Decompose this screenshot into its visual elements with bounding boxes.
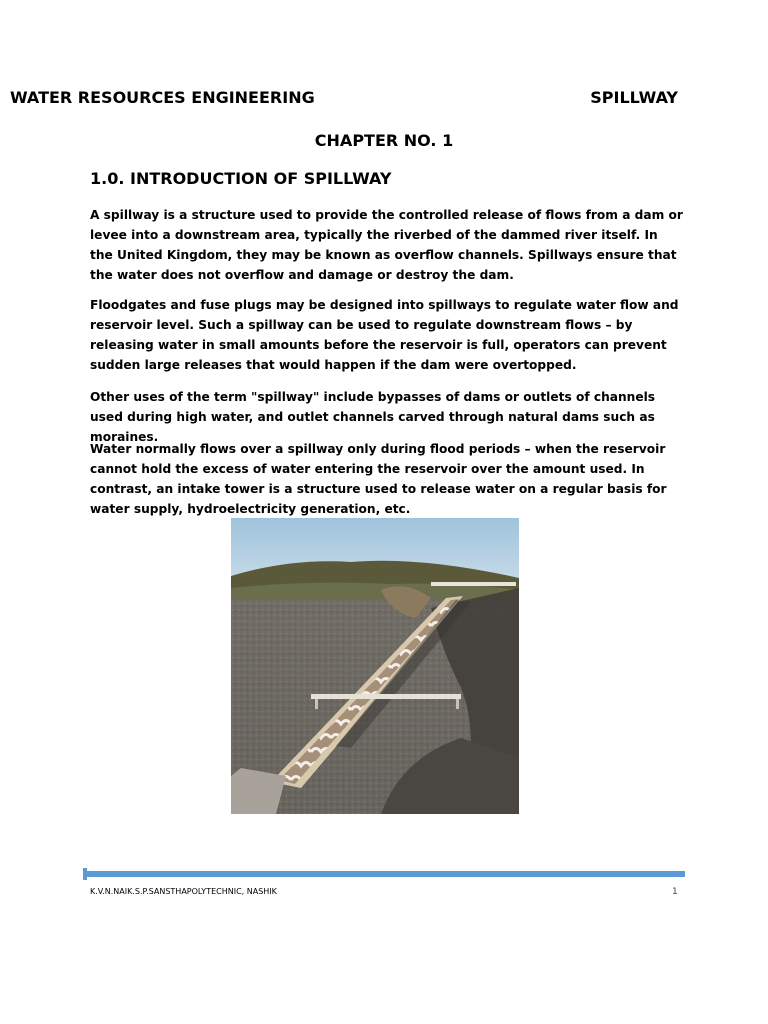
- paragraph-2: Floodgates and fuse plugs may be designed into spillways to regulate water flow and reservoir level. Such a spillway can be used to regulate downstream flows – by releasing water in small amounts before the reservoir is full, operators can prevent sudden large releases that would happen if the dam were overtopped.: [90, 298, 679, 372]
- header-right-title: SPILLWAY: [590, 88, 678, 107]
- header-left-title: WATER RESOURCES ENGINEERING: [10, 88, 315, 107]
- chapter-heading: CHAPTER NO. 1: [314, 131, 454, 150]
- spillway-photo: [231, 518, 519, 814]
- section-title: 1.0. INTRODUCTION OF SPILLWAY: [90, 169, 392, 188]
- footer-author: K.V.N.NAIK.S.P.SANSTHAPOLYTECHNIC, NASHIK: [90, 887, 277, 896]
- paragraph-3: Other uses of the term "spillway" include bypasses of dams or outlets of channels used during high water, and outlet channels carved through natural dams such as moraines.: [90, 390, 656, 444]
- page-number: 1: [672, 887, 678, 897]
- paragraph-4: Water normally flows over a spillway only during flood periods – when the reservoir cannot hold the excess of water entering the reservoir over the amount used. In contrast, an intake tower is a structure used to release water on a regular basis for water supply, hydroelectricity generation, etc.: [90, 442, 667, 516]
- paragraph-1: A spillway is a structure used to provide the controlled release of flows from a dam or levee into a downstream area, typically the riverbed of the dammed river itself. In the United Kingdom, they may be known as overflow channels. Spillways ensure that the water does not overflow and damage or destroy the dam.: [90, 208, 683, 282]
- footer-rule: [83, 871, 685, 877]
- footer-rule-mark: [83, 868, 87, 880]
